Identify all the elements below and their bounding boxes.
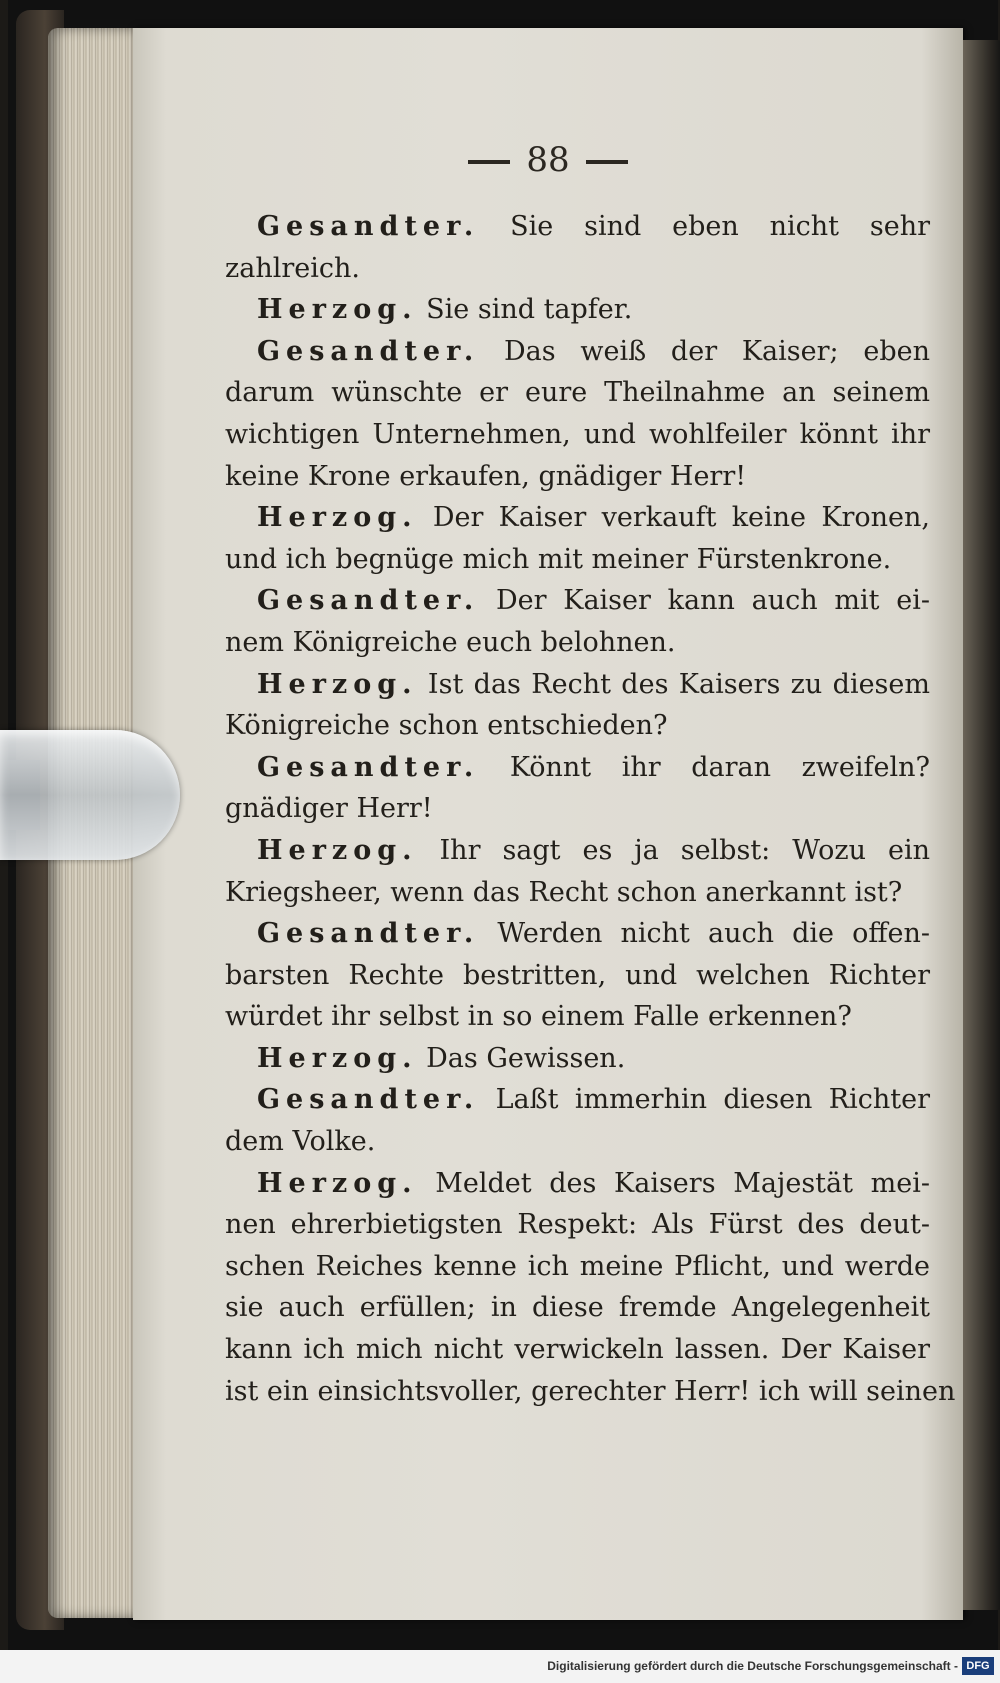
line-text: Ihr sagt es ja selbst: Wozu ein — [439, 834, 930, 866]
line-text: ist ein einsichtsvoller, gerechter Herr! ich will seinen — [225, 1375, 956, 1407]
text-line — [225, 788, 930, 830]
line-text: wichtigen Unternehmen, und wohlfeiler könnt ihr — [225, 418, 930, 450]
line-text: Werden nicht auch die offen- — [497, 918, 930, 950]
text-line — [225, 1371, 956, 1413]
text-line — [225, 1329, 930, 1371]
header-dash-right — [586, 160, 628, 164]
footer-credit: Digitalisierung gefördert durch die Deutsche Forschungsgemeinschaft - — [547, 1659, 958, 1673]
line-text: dem Volke. — [225, 1126, 376, 1158]
text-line — [225, 1287, 930, 1329]
line-text: Königreiche schon entschieden? — [225, 710, 668, 742]
text-line — [225, 580, 930, 622]
text-line — [225, 705, 930, 747]
text-line — [225, 248, 930, 290]
speaker-name: Herzog. — [257, 1042, 418, 1074]
line-text: und ich begnüge mich mit meiner Fürstenkrone. — [225, 543, 892, 575]
text-line — [225, 747, 930, 789]
text-line — [225, 1121, 930, 1163]
speaker-name: Gesandter. — [257, 335, 480, 367]
speaker-name: Herzog. — [257, 834, 418, 866]
line-text: Das weiß der Kaiser; eben — [504, 335, 930, 367]
text-line — [225, 872, 930, 914]
text-line — [225, 206, 930, 248]
line-text: nen ehrerbietigsten Respekt: Als Fürst des deut- — [225, 1209, 930, 1241]
text-line — [225, 830, 930, 872]
speaker-name: Gesandter. — [257, 211, 480, 242]
speaker-name: Herzog. — [257, 1167, 418, 1199]
footer-bar — [0, 1650, 1000, 1683]
line-text: Laßt immerhin diesen Richter — [495, 1084, 930, 1116]
line-text: gnädiger Herr! — [225, 793, 433, 825]
line-text: zahlreich. — [225, 252, 360, 284]
line-text: Meldet des Kaisers Majestät mei- — [435, 1167, 930, 1199]
text-line — [225, 913, 930, 955]
line-text: Der Kaiser verkauft keine Kronen, — [432, 502, 930, 534]
text-line — [225, 996, 930, 1038]
line-text: Ist das Recht des Kaisers zu diesem — [427, 668, 930, 700]
line-text: sie auch erfüllen; in diese fremde Angelegenheit — [225, 1292, 930, 1324]
text-line — [225, 331, 930, 373]
text-line — [225, 497, 930, 539]
line-text: Sie sind eben nicht sehr — [510, 211, 930, 242]
text-line — [225, 664, 930, 706]
text-line — [225, 1246, 930, 1288]
text-line — [225, 414, 930, 456]
page-holder-clip — [0, 730, 180, 860]
page-number: 88 — [526, 140, 570, 180]
book-right-edge — [963, 40, 1000, 1610]
text-line — [225, 622, 930, 664]
text-line — [225, 1038, 930, 1080]
text-line — [225, 1204, 930, 1246]
text-line — [225, 1079, 930, 1121]
book-page — [133, 28, 963, 1620]
line-text: Das Gewissen. — [426, 1042, 626, 1074]
text-line — [225, 456, 930, 498]
header-dash-left — [468, 160, 510, 164]
dfg-logo: DFG — [962, 1657, 994, 1675]
line-text: keine Krone erkaufen, gnädiger Herr! — [225, 460, 747, 492]
line-text: barsten Rechte bestritten, und welchen Richter — [225, 959, 930, 991]
line-text: Kriegsheer, wenn das Recht schon anerkannt ist? — [225, 876, 903, 908]
speaker-name: Gesandter. — [257, 918, 480, 950]
speaker-name: Gesandter. — [257, 751, 480, 783]
text-line — [225, 289, 930, 331]
line-text: darum wünschte er eure Theilnahme an seinem — [225, 377, 930, 409]
speaker-name: Gesandter. — [257, 585, 480, 617]
speaker-name: Herzog. — [257, 294, 418, 326]
text-line — [225, 1163, 930, 1205]
speaker-name: Gesandter. — [257, 1084, 480, 1116]
line-text: Könnt ihr daran zweifeln? — [509, 751, 930, 783]
line-text: nem Königreiche euch belohnen. — [225, 626, 676, 658]
line-text: Sie sind tapfer. — [426, 294, 633, 326]
speaker-name: Herzog. — [257, 502, 418, 534]
text-line — [225, 539, 930, 581]
line-text: würdet ihr selbst in so einem Falle erkennen? — [225, 1001, 852, 1033]
page-text — [225, 206, 956, 1412]
line-text: Der Kaiser kann auch mit ei- — [496, 585, 930, 617]
line-text: schen Reiches kenne ich meine Pflicht, und werde — [225, 1250, 930, 1282]
speaker-name: Herzog. — [257, 668, 418, 700]
line-text: kann ich mich nicht verwickeln lassen. Der Kaiser — [225, 1334, 930, 1366]
text-line — [225, 955, 930, 997]
text-line — [225, 372, 930, 414]
page-header — [133, 140, 963, 180]
